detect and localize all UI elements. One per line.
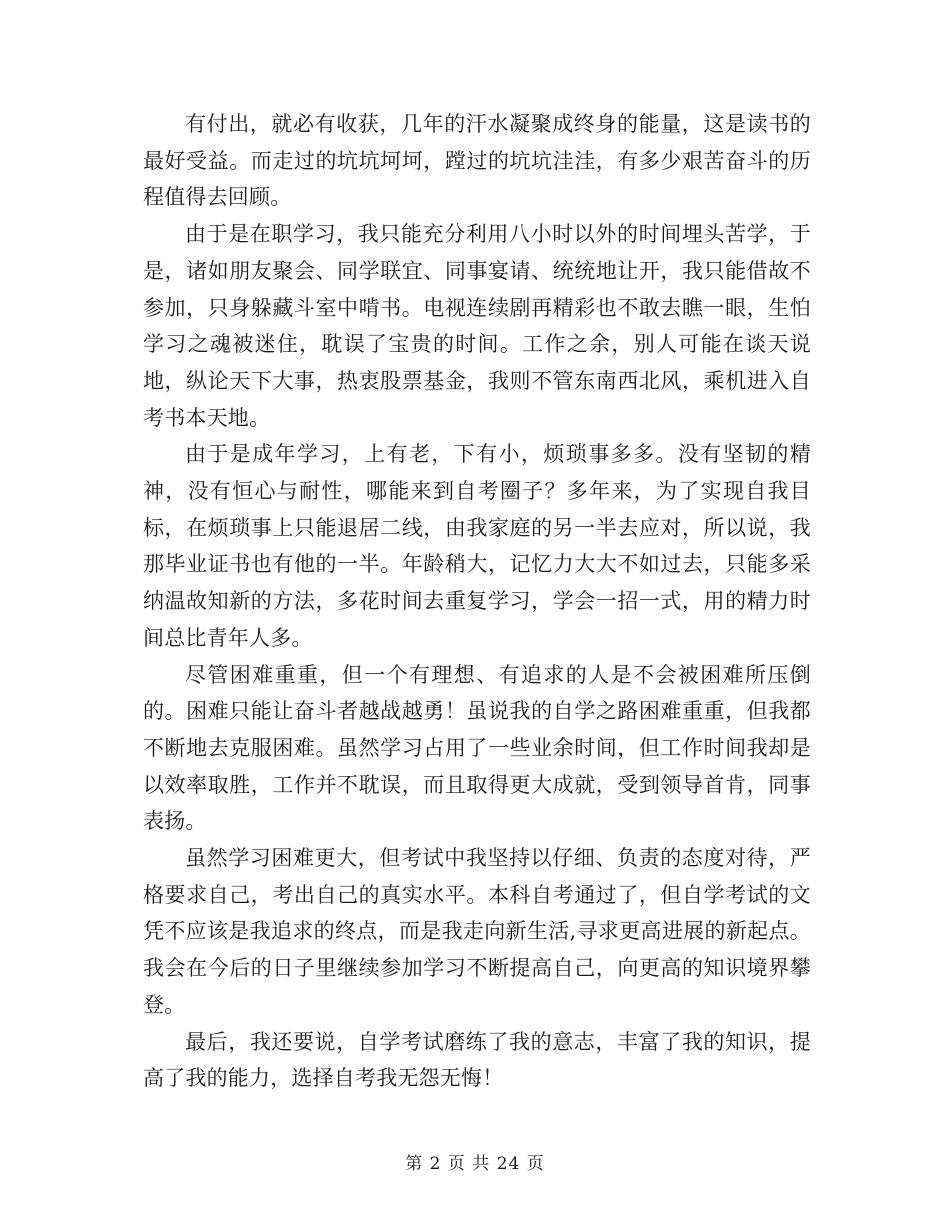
paragraph: 由于是在职学习，我只能充分利用八小时以外的时间埋头苦学，于是，诸如朋友聚会、同学联宜、同事宴请、统统地让开，我只能借故不参加，只身躲藏斗室中啃书。电视连续剧再精彩也不敢去瞧一眼，生怕学习之魂被迷住，耽误了宝贵的时间。工作之余，别人可能在谈天说地，纵论天下大事，热衷股票基金，我则不管东南西北风，乘机进入自考书本天地。 xyxy=(143,222,811,430)
paragraph: 尽管困难重重，但一个有理想、有追求的人是不会被困难所压倒的。困难只能让奋斗者越战越勇！虽说我的自学之路困难重重，但我都不断地去克服困难。虽然学习占用了一些业余时间，但工作时间我却是以效率取胜，工作并不耽误，而且取得更大成就，受到领导首肯，同事表扬。 xyxy=(143,662,811,834)
page-number-footer: 第 2 页 共 24 页 xyxy=(405,1154,545,1174)
paragraph: 有付出，就必有收获，几年的汗水凝聚成终身的能量，这是读书的最好受益。而走过的坑坑坷坷，蹚过的坑坑洼洼，有多少艰苦奋斗的历程值得去回顾。 xyxy=(143,112,811,210)
paragraph: 由于是成年学习，上有老，下有小，烦琐事多多。没有坚韧的精神，没有恒心与耐性，哪能来到自考圈子？多年来，为了实现自我目标，在烦琐事上只能退居二线，由我家庭的另一半去应对，所以说，我那毕业证书也有他的一半。年龄稍大，记忆力大大不如过去，只能多采纳温故知新的方法，多花时间去重复学习，学会一招一式，用的精力时间总比青年人多。 xyxy=(143,442,811,650)
body-text xyxy=(143,106,811,1097)
paragraph: 最后，我还要说，自学考试磨练了我的意志，丰富了我的知识，提高了我的能力，选择自考我无怨无悔！ xyxy=(143,1029,811,1091)
paragraph: 虽然学习困难更大，但考试中我坚持以仔细、负责的态度对待，严格要求自己，考出自己的真实水平。本科自考通过了，但自学考试的文凭不应该是我追求的终点，而是我走向新生活,寻求更高进展的新起点。我会在今后的日子里继续参加学习不断提高自己，向更高的知识境界攀登。 xyxy=(143,846,811,1017)
